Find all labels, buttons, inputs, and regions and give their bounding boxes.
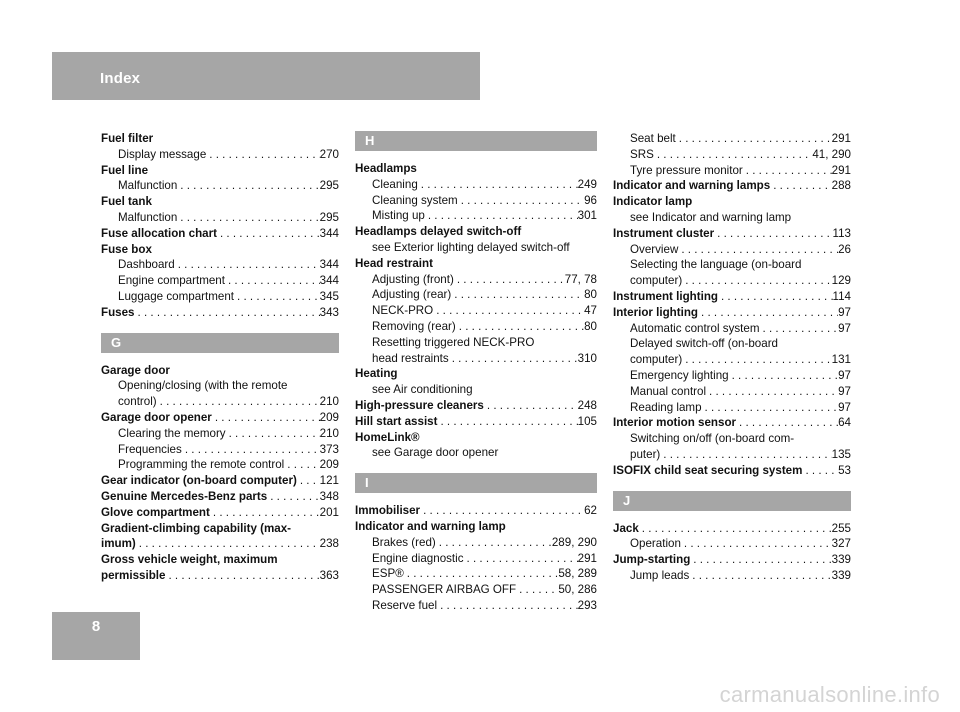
entry-label: puter) — [630, 447, 661, 461]
entry-label: Operation — [630, 537, 681, 551]
entry-label: Headlamps delayed switch-off — [355, 225, 522, 239]
page-reference[interactable]: 209 — [319, 458, 339, 472]
entry-label: Misting up — [372, 209, 425, 223]
index-subentry[interactable] — [355, 287, 597, 303]
page-reference[interactable]: 50, 286 — [558, 583, 597, 597]
dot-leader — [639, 521, 832, 537]
page-reference[interactable]: 310 — [577, 351, 597, 365]
index-subentry[interactable] — [101, 210, 339, 226]
entry-label: Emergency lighting — [630, 368, 729, 382]
index-entry[interactable] — [101, 489, 339, 505]
index-subentry[interactable] — [101, 289, 339, 305]
entry-label: ISOFIX child seat securing system — [613, 463, 803, 477]
page-reference[interactable]: 97 — [838, 384, 851, 398]
index-entry — [355, 224, 597, 240]
entry-label: Fuel tank — [101, 195, 152, 209]
entry-label: imum) — [101, 537, 136, 551]
page-reference[interactable]: 289, 290 — [551, 535, 597, 549]
entry-label: see Exterior lighting delayed switch-off — [372, 240, 570, 254]
index-subentry[interactable] — [613, 163, 851, 179]
index-entry[interactable] — [355, 503, 597, 519]
entry-label: Gross vehicle weight, maximum — [101, 553, 278, 567]
page-reference[interactable]: 248 — [577, 398, 597, 412]
section-header-i: I — [355, 473, 597, 493]
dot-leader — [718, 289, 833, 305]
entry-label: Luggage compartment — [118, 289, 235, 303]
index-subentry[interactable] — [101, 394, 339, 410]
entry-label: Reading lamp — [630, 400, 702, 414]
index-subentry — [101, 378, 339, 394]
index-entry — [355, 161, 597, 177]
dot-leader — [165, 568, 319, 584]
index-entry[interactable] — [355, 398, 597, 414]
index-entry — [355, 519, 597, 535]
entry-label: Fuse allocation chart — [101, 226, 217, 240]
dot-leader — [157, 394, 320, 410]
entry-label: Seat belt — [630, 132, 676, 145]
entry-label: Interior lighting — [613, 305, 699, 319]
page-reference[interactable]: 62 — [584, 504, 597, 518]
entry-label: Immobiliser — [355, 504, 421, 518]
dot-leader — [226, 426, 320, 442]
entry-label: Heating — [355, 367, 398, 381]
entry-label: Indicator and warning lamp — [355, 519, 506, 533]
index-subentry[interactable] — [101, 426, 339, 442]
page-reference[interactable]: 97 — [838, 305, 851, 319]
entry-label: Opening/closing (with the remote — [118, 379, 288, 393]
page-reference[interactable]: 291 — [831, 163, 851, 177]
dot-leader — [206, 147, 319, 163]
index-subentry — [613, 210, 851, 226]
dot-leader — [420, 503, 584, 519]
page-reference[interactable]: 209 — [319, 410, 339, 424]
dot-leader — [404, 566, 559, 582]
entry-label: Removing (rear) — [372, 319, 456, 333]
entry-label: Hill start assist — [355, 414, 438, 428]
page-reference[interactable]: 293 — [577, 598, 597, 612]
entry-label: Indicator lamp — [613, 195, 693, 209]
page-reference[interactable]: 291 — [577, 551, 597, 565]
dot-leader — [660, 447, 831, 463]
entry-label: Instrument cluster — [613, 226, 715, 240]
index-subentry[interactable] — [355, 351, 597, 367]
entry-label: Fuel filter — [101, 132, 154, 145]
index-entry[interactable] — [101, 505, 339, 521]
entry-label: Indicator and warning lamps — [613, 179, 771, 193]
entry-label: Delayed switch-off (on-board — [630, 337, 779, 351]
page-reference[interactable]: 270 — [319, 147, 339, 161]
index-subentry[interactable] — [355, 551, 597, 567]
page-reference[interactable]: 249 — [577, 177, 597, 191]
dot-leader — [212, 410, 320, 426]
entry-label: Jump leads — [630, 568, 690, 582]
page-reference[interactable]: 373 — [319, 442, 339, 456]
entry-label: Fuse box — [101, 242, 152, 256]
entry-label: see Indicator and warning lamp — [630, 210, 792, 224]
page-reference[interactable]: 47 — [584, 304, 597, 318]
entry-label: computer) — [630, 274, 683, 288]
page-reference[interactable]: 97 — [838, 400, 851, 414]
dot-leader — [676, 131, 832, 147]
dot-leader — [682, 352, 831, 368]
dot-leader — [706, 384, 838, 400]
entry-label: Malfunction — [118, 179, 178, 193]
page-reference[interactable]: 291 — [831, 132, 851, 145]
page-reference[interactable]: 327 — [831, 537, 851, 551]
index-entry — [613, 194, 851, 210]
index-entry — [101, 163, 339, 179]
dot-leader — [182, 442, 320, 458]
index-subentry[interactable] — [613, 384, 851, 400]
index-entry[interactable] — [613, 521, 851, 537]
entry-label: Interior motion sensor — [613, 416, 737, 430]
entry-label: Garage door — [101, 363, 170, 377]
page-reference[interactable]: 129 — [831, 274, 851, 288]
page-reference[interactable]: 114 — [832, 289, 851, 303]
dot-leader — [729, 368, 838, 384]
index-subentry[interactable] — [613, 536, 851, 552]
page-reference[interactable]: 41, 290 — [812, 147, 851, 161]
index-subentry — [355, 335, 597, 351]
entry-label: Fuel line — [101, 163, 149, 177]
entry-label: head restraints — [372, 351, 449, 365]
entry-label: Head restraint — [355, 256, 433, 270]
index-subentry[interactable] — [355, 272, 597, 288]
index-entry — [101, 131, 339, 147]
page-reference[interactable]: 344 — [319, 274, 339, 288]
page-reference[interactable]: 255 — [831, 521, 851, 535]
page-reference[interactable]: 339 — [831, 553, 851, 567]
entry-label: Cleaning — [372, 177, 418, 191]
index-entry — [355, 366, 597, 382]
entry-label: High-pressure cleaners — [355, 398, 484, 412]
dot-leader — [433, 303, 584, 319]
page-reference[interactable]: 64 — [838, 416, 851, 430]
index-subentry — [355, 382, 597, 398]
entry-label: PASSENGER AIRBAG OFF — [372, 583, 517, 597]
index-subentry[interactable] — [101, 457, 339, 473]
index-subentry[interactable] — [355, 566, 597, 582]
page-reference[interactable]: 363 — [319, 568, 339, 582]
page-reference[interactable]: 295 — [319, 179, 339, 193]
dot-leader — [217, 226, 320, 242]
index-subentry[interactable] — [613, 147, 851, 163]
page-reference[interactable]: 344 — [319, 226, 339, 240]
index-subentry[interactable] — [613, 242, 851, 258]
index-subentry — [613, 257, 851, 273]
index-subentry[interactable] — [355, 582, 597, 598]
dot-leader — [690, 552, 831, 568]
dot-leader — [689, 568, 831, 584]
index-column-3 — [613, 131, 851, 584]
entry-label: see Air conditioning — [372, 383, 473, 397]
section-header-j: J — [613, 491, 851, 511]
index-entry — [101, 521, 339, 537]
watermark: carmanualsonline.info — [719, 682, 940, 707]
index-entry — [101, 363, 339, 379]
index-entry[interactable] — [613, 178, 851, 194]
entry-label: control) — [118, 395, 157, 409]
entry-label: Engine diagnostic — [372, 551, 464, 565]
dot-leader — [449, 351, 578, 367]
index-subentry[interactable] — [101, 178, 339, 194]
index-subentry — [355, 240, 597, 256]
entry-label: Manual control — [630, 384, 707, 398]
page-reference[interactable]: 301 — [577, 209, 597, 223]
index-entry[interactable] — [101, 410, 339, 426]
dot-leader — [464, 551, 578, 567]
entry-label: ESP® — [372, 567, 404, 581]
index-subentry[interactable] — [101, 273, 339, 289]
index-subentry[interactable] — [355, 598, 597, 614]
page-reference[interactable]: 135 — [831, 447, 851, 461]
dot-leader — [458, 193, 584, 209]
index-subentry[interactable] — [101, 147, 339, 163]
index-subentry[interactable] — [613, 352, 851, 368]
index-subentry[interactable] — [355, 177, 597, 193]
page-reference[interactable]: 210 — [319, 426, 339, 440]
entry-label: Programming the remote control — [118, 458, 285, 472]
index-entry[interactable] — [101, 226, 339, 242]
entry-label: Instrument lighting — [613, 289, 718, 303]
dot-leader — [654, 147, 812, 163]
page-number: 8 — [91, 618, 101, 635]
entry-label: HomeLink® — [355, 430, 420, 444]
entry-label: Cleaning system — [372, 193, 458, 207]
index-entry[interactable] — [101, 305, 339, 321]
page-number-box — [52, 612, 140, 660]
entry-label: SRS — [630, 147, 654, 161]
entry-label: Glove compartment — [101, 505, 210, 519]
dot-leader — [702, 400, 839, 416]
dot-leader — [177, 178, 319, 194]
page-reference[interactable]: 97 — [838, 321, 851, 335]
index-subentry[interactable] — [355, 535, 597, 551]
index-subentry[interactable] — [355, 319, 597, 335]
section-header-g: G — [101, 333, 339, 353]
entry-label: Garage door opener — [101, 410, 212, 424]
index-subentry — [613, 431, 851, 447]
index-entry — [101, 242, 339, 258]
entry-label: Adjusting (front) — [372, 272, 454, 286]
entry-label: Fuses — [101, 305, 135, 319]
dot-leader — [436, 535, 552, 551]
dot-leader — [418, 177, 578, 193]
index-subentry[interactable] — [101, 442, 339, 458]
index-subentry[interactable] — [101, 257, 339, 273]
entry-label: Jump-starting — [613, 553, 691, 567]
index-entry[interactable] — [613, 463, 851, 479]
page-reference[interactable]: 201 — [319, 505, 339, 519]
index-subentry[interactable] — [613, 447, 851, 463]
page-reference[interactable]: 210 — [319, 395, 339, 409]
page-reference[interactable]: 131 — [831, 353, 851, 367]
index-subentry — [355, 445, 597, 461]
page-reference[interactable]: 58, 289 — [558, 567, 597, 581]
entry-label: Genuine Mercedes-Benz parts — [101, 489, 268, 503]
dot-leader — [770, 178, 831, 194]
dot-leader — [425, 208, 578, 224]
entry-label: see Garage door opener — [372, 446, 499, 460]
index-column-2 — [355, 131, 597, 614]
entry-label: Overview — [630, 242, 679, 256]
dot-leader — [698, 305, 838, 321]
dot-leader — [437, 414, 577, 430]
dot-leader — [451, 287, 584, 303]
dot-leader — [760, 321, 839, 337]
index-subentry[interactable] — [613, 131, 851, 147]
page-reference[interactable]: 344 — [319, 258, 339, 272]
dot-leader — [177, 210, 319, 226]
entry-label: permissible — [101, 568, 166, 582]
index-entry[interactable] — [613, 305, 851, 321]
entry-label: Reserve fuel — [372, 598, 438, 612]
page-reference[interactable]: 96 — [584, 193, 597, 207]
index-subentry[interactable] — [613, 400, 851, 416]
dot-leader — [234, 289, 320, 305]
dot-leader — [516, 582, 558, 598]
dot-leader — [484, 398, 578, 414]
dot-leader — [175, 257, 320, 273]
index-entry[interactable] — [613, 289, 851, 305]
entry-label: Gear indicator (on-board computer) — [101, 474, 297, 488]
page-reference[interactable]: 105 — [577, 414, 597, 428]
entry-label: Frequencies — [118, 442, 182, 456]
entry-label: Clearing the memory — [118, 426, 226, 440]
page-reference[interactable]: 113 — [832, 226, 851, 240]
index-entry[interactable] — [613, 415, 851, 431]
page-reference[interactable]: 121 — [319, 474, 339, 488]
page-reference[interactable]: 53 — [838, 463, 851, 477]
entry-label: Headlamps — [355, 162, 417, 175]
dot-leader — [681, 536, 832, 552]
entry-label: Display message — [118, 147, 207, 161]
dot-leader — [136, 536, 320, 552]
index-column-1 — [101, 131, 339, 584]
index-subentry — [613, 336, 851, 352]
entry-label: Resetting triggered NECK-PRO — [372, 335, 535, 349]
dot-leader — [678, 242, 838, 258]
page-reference[interactable]: 97 — [838, 368, 851, 382]
dot-leader — [736, 415, 838, 431]
dot-leader — [225, 273, 320, 289]
page-title: Index — [100, 70, 141, 87]
dot-leader — [210, 505, 320, 521]
dot-leader — [682, 273, 831, 289]
entry-label: Tyre pressure monitor — [630, 163, 743, 177]
page-reference[interactable]: 238 — [319, 537, 339, 551]
page-reference[interactable]: 80 — [584, 288, 597, 302]
entry-label: Malfunction — [118, 210, 178, 224]
dot-leader — [802, 463, 838, 479]
page-reference[interactable]: 288 — [831, 179, 851, 193]
index-subentry[interactable] — [613, 273, 851, 289]
index-entry[interactable] — [355, 414, 597, 430]
section-header-h: H — [355, 131, 597, 151]
entry-label: NECK-PRO — [372, 304, 434, 318]
index-subentry[interactable] — [355, 303, 597, 319]
dot-leader — [456, 319, 584, 335]
page-reference[interactable]: 348 — [319, 489, 339, 503]
dot-leader — [297, 473, 320, 489]
dot-leader — [135, 305, 320, 321]
dot-leader — [743, 163, 832, 179]
page-reference[interactable]: 77, 78 — [564, 272, 597, 286]
dot-leader — [437, 598, 578, 614]
dot-leader — [454, 272, 565, 288]
index-subentry[interactable] — [613, 368, 851, 384]
entry-label: Brakes (red) — [372, 535, 436, 549]
index-entry[interactable] — [101, 473, 339, 489]
page-reference[interactable]: 343 — [319, 305, 339, 319]
entry-label: Switching on/off (on-board com- — [630, 432, 795, 446]
entry-label: Automatic control system — [630, 321, 760, 335]
entry-label: Selecting the language (on-board — [630, 258, 802, 272]
index-entry — [101, 194, 339, 210]
index-entry[interactable] — [101, 536, 339, 552]
entry-label: Adjusting (rear) — [372, 288, 452, 302]
dot-leader — [714, 226, 832, 242]
page-reference[interactable]: 345 — [319, 289, 339, 303]
index-subentry[interactable] — [613, 568, 851, 584]
index-subentry[interactable] — [613, 321, 851, 337]
page-reference[interactable]: 339 — [831, 568, 851, 582]
index-entry — [355, 430, 597, 446]
index-subentry[interactable] — [355, 208, 597, 224]
index-entry[interactable] — [613, 226, 851, 242]
entry-label: Dashboard — [118, 258, 175, 272]
index-entry — [101, 552, 339, 568]
header-bar — [52, 52, 480, 100]
dot-leader — [284, 457, 319, 473]
entry-label: Gradient-climbing capability (max- — [101, 521, 292, 535]
entry-label: computer) — [630, 353, 683, 367]
index-entry[interactable] — [101, 568, 339, 584]
entry-label: Engine compartment — [118, 274, 225, 288]
index-subentry[interactable] — [355, 193, 597, 209]
index-entry — [355, 256, 597, 272]
index-entry[interactable] — [613, 552, 851, 568]
page-reference[interactable]: 80 — [584, 319, 597, 333]
entry-label: Jack — [613, 521, 639, 535]
page-reference[interactable]: 26 — [838, 242, 851, 256]
page-reference[interactable]: 295 — [319, 210, 339, 224]
dot-leader — [267, 489, 319, 505]
